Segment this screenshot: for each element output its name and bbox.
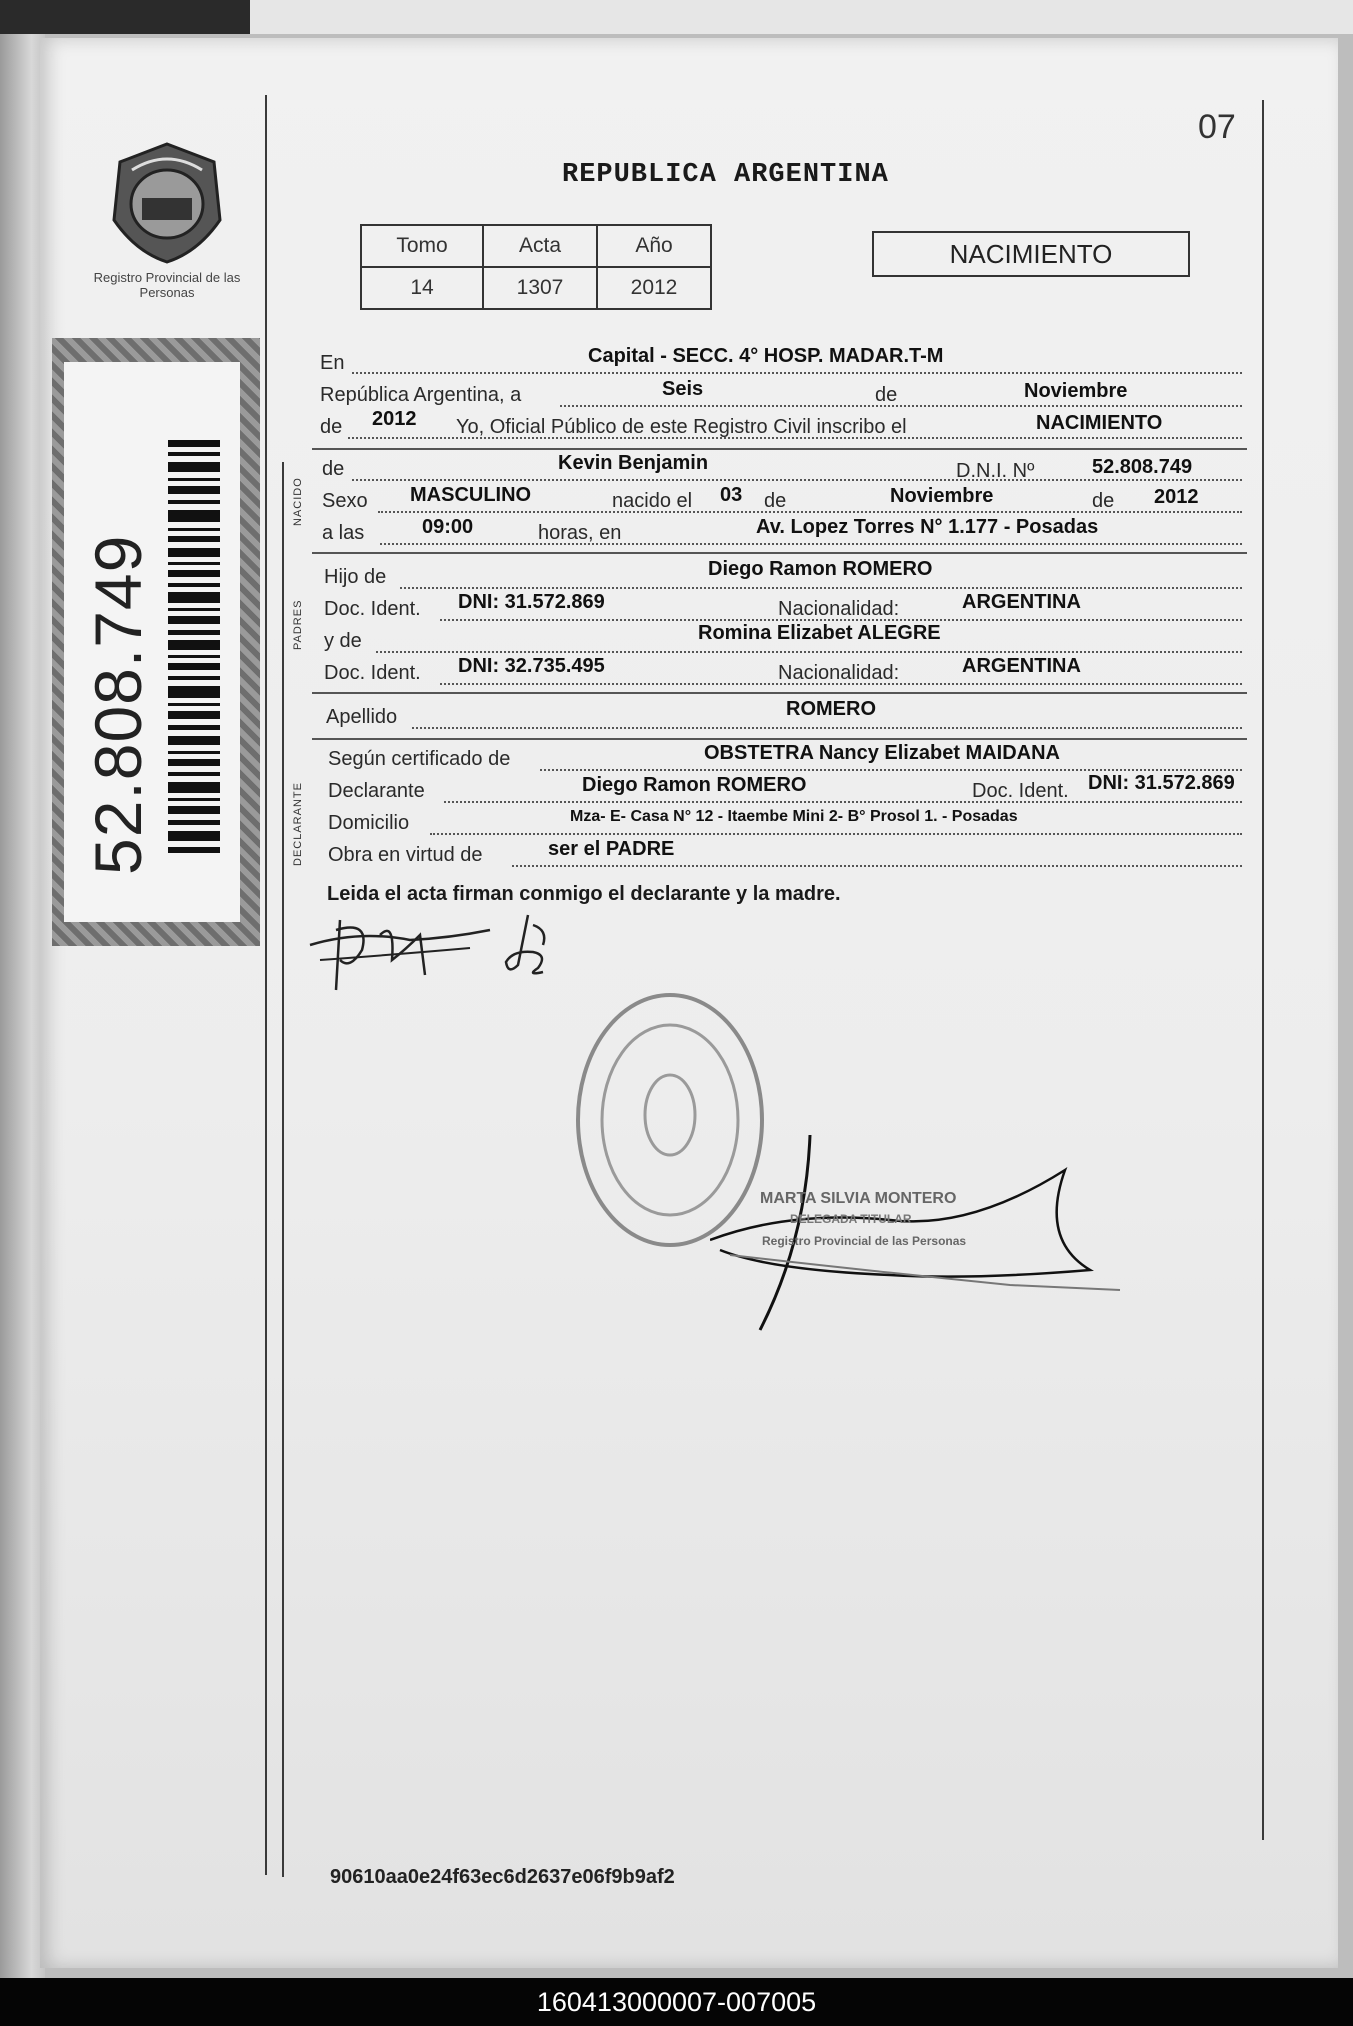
value-padre: Diego Ramon ROMERO xyxy=(708,558,933,580)
value-declarante-doc: DNI: 31.572.869 xyxy=(1088,772,1235,794)
label-obra: Obra en virtud de xyxy=(328,844,483,866)
label-a-las: a las xyxy=(322,522,365,544)
declarant-signature xyxy=(300,900,500,1000)
label-nacionalidad: Nacionalidad: xyxy=(778,662,900,684)
value-anio: 2012 xyxy=(372,408,417,430)
label-de: de xyxy=(875,384,898,406)
closing-statement: Leida el acta firman conmigo el declarante y la madre. xyxy=(327,883,841,905)
dotted-line xyxy=(352,372,1242,374)
value-hora: 09:00 xyxy=(422,516,474,538)
dotted-line xyxy=(430,833,1242,835)
value-nac-dia: 03 xyxy=(720,484,743,506)
dotted-line xyxy=(352,479,1242,481)
side-label-nacido: NACIDO xyxy=(292,477,304,526)
value-certificado: OBSTETRA Nancy Elizabet MAIDANA xyxy=(704,742,1060,764)
scan-code: 160413000007-007005 xyxy=(536,1987,817,2017)
value-nac-mes: Noviembre xyxy=(890,485,994,507)
register-table xyxy=(360,224,712,310)
value-lugar-nac: Av. Lopez Torres N° 1.177 - Posadas xyxy=(756,516,1099,538)
section-divider xyxy=(312,448,1247,450)
label-y-de: y de xyxy=(324,630,362,652)
side-label-declarante: DECLARANTE xyxy=(292,782,304,866)
label-declarante: Declarante xyxy=(328,780,425,802)
value-madre-nac: ARGENTINA xyxy=(962,655,1081,677)
dotted-line xyxy=(560,405,1242,407)
register-header-tomo: Tomo xyxy=(361,225,483,267)
act-type-box: NACIMIENTO xyxy=(872,231,1190,277)
section-divider xyxy=(312,692,1247,694)
section-divider xyxy=(312,738,1247,740)
label-en: En xyxy=(320,352,345,374)
value-mes: Noviembre xyxy=(1024,380,1128,402)
label-de: de xyxy=(764,490,787,512)
label-de: de xyxy=(1092,490,1115,512)
value-padre-nac: ARGENTINA xyxy=(962,591,1081,613)
label-sexo: Sexo xyxy=(322,490,368,512)
register-value-acta: 1307 xyxy=(483,267,597,309)
label-nacido-el: nacido el xyxy=(612,490,693,512)
label-republica: República Argentina, a xyxy=(320,384,522,406)
register-value-anio: 2012 xyxy=(597,267,711,309)
value-dia: Seis xyxy=(662,378,704,400)
value-apellido: ROMERO xyxy=(786,698,876,720)
side-label-padres: PADRES xyxy=(292,599,304,650)
inner-margin-line xyxy=(282,462,284,1877)
value-nombre: Kevin Benjamin xyxy=(558,452,709,474)
label-segun: Según certificado de xyxy=(328,748,511,770)
label-horas: horas, en xyxy=(538,522,622,544)
page-number: 07 xyxy=(1198,108,1236,146)
left-page-edge xyxy=(0,30,45,1980)
register-value-tomo: 14 xyxy=(361,267,483,309)
country-title: REPUBLICA ARGENTINA xyxy=(562,160,889,190)
stamp-official-role: DELEGADA TITULAR xyxy=(790,1212,912,1226)
register-header-anio: Año xyxy=(597,225,711,267)
value-domicilio: Mza- E- Casa N° 12 - Itaembe Mini 2- B° Prosol 1. - Posadas xyxy=(570,808,1018,825)
document-hash: 90610aa0e24f63ec6d2637e06f9b9af2 xyxy=(330,1866,675,1888)
value-madre-doc: DNI: 32.735.495 xyxy=(458,655,605,677)
stamp-organization: Registro Provincial de las Personas xyxy=(762,1234,967,1248)
value-dni: 52.808.749 xyxy=(1092,456,1193,478)
label-doc-ident: Doc. Ident. xyxy=(972,780,1069,802)
dotted-line xyxy=(376,651,1242,653)
label-doc-ident: Doc. Ident. xyxy=(324,662,421,684)
label-de: de xyxy=(320,416,343,438)
value-inscribe: NACIMIENTO xyxy=(1036,412,1163,434)
label-apellido: Apellido xyxy=(326,706,398,728)
mother-signature xyxy=(498,910,558,980)
dotted-line xyxy=(444,801,1242,803)
barcode-number: 52.808.749 xyxy=(81,534,155,875)
label-dni: D.N.I. Nº xyxy=(956,460,1035,482)
registry-name: Registro Provincial de las Personas xyxy=(93,270,241,300)
dotted-line xyxy=(412,727,1242,729)
stamp-official-name: MARTA SILVIA MONTERO xyxy=(760,1190,957,1207)
value-lugar: Capital - SECC. 4° HOSP. MADAR.T-M xyxy=(588,345,944,367)
label-doc-ident: Doc. Ident. xyxy=(324,598,421,620)
register-header-acta: Acta xyxy=(483,225,597,267)
value-nac-anio: 2012 xyxy=(1154,486,1199,508)
dotted-line xyxy=(512,865,1242,867)
dotted-line xyxy=(540,769,1242,771)
barcode-icon xyxy=(168,440,230,860)
top-edge xyxy=(0,0,1353,34)
dotted-line xyxy=(380,543,1242,545)
value-declarante: Diego Ramon ROMERO xyxy=(582,774,807,796)
section-divider xyxy=(312,552,1247,554)
value-madre: Romina Elizabet ALEGRE xyxy=(698,622,941,644)
label-hijo-de: Hijo de xyxy=(324,566,387,588)
right-margin-line xyxy=(1262,100,1264,1840)
left-margin-line xyxy=(265,95,267,1875)
value-sexo: MASCULINO xyxy=(410,484,532,506)
label-de: de xyxy=(322,458,345,480)
value-padre-doc: DNI: 31.572.869 xyxy=(458,591,605,613)
registry-emblem-icon xyxy=(102,140,232,265)
label-domicilio: Domicilio xyxy=(328,812,410,834)
label-yo: Yo, Oficial Público de este Registro Civil inscribo el xyxy=(456,416,907,438)
label-nacionalidad: Nacionalidad: xyxy=(778,598,900,620)
dotted-line xyxy=(400,587,1242,589)
value-virtud: ser el PADRE xyxy=(548,838,675,860)
